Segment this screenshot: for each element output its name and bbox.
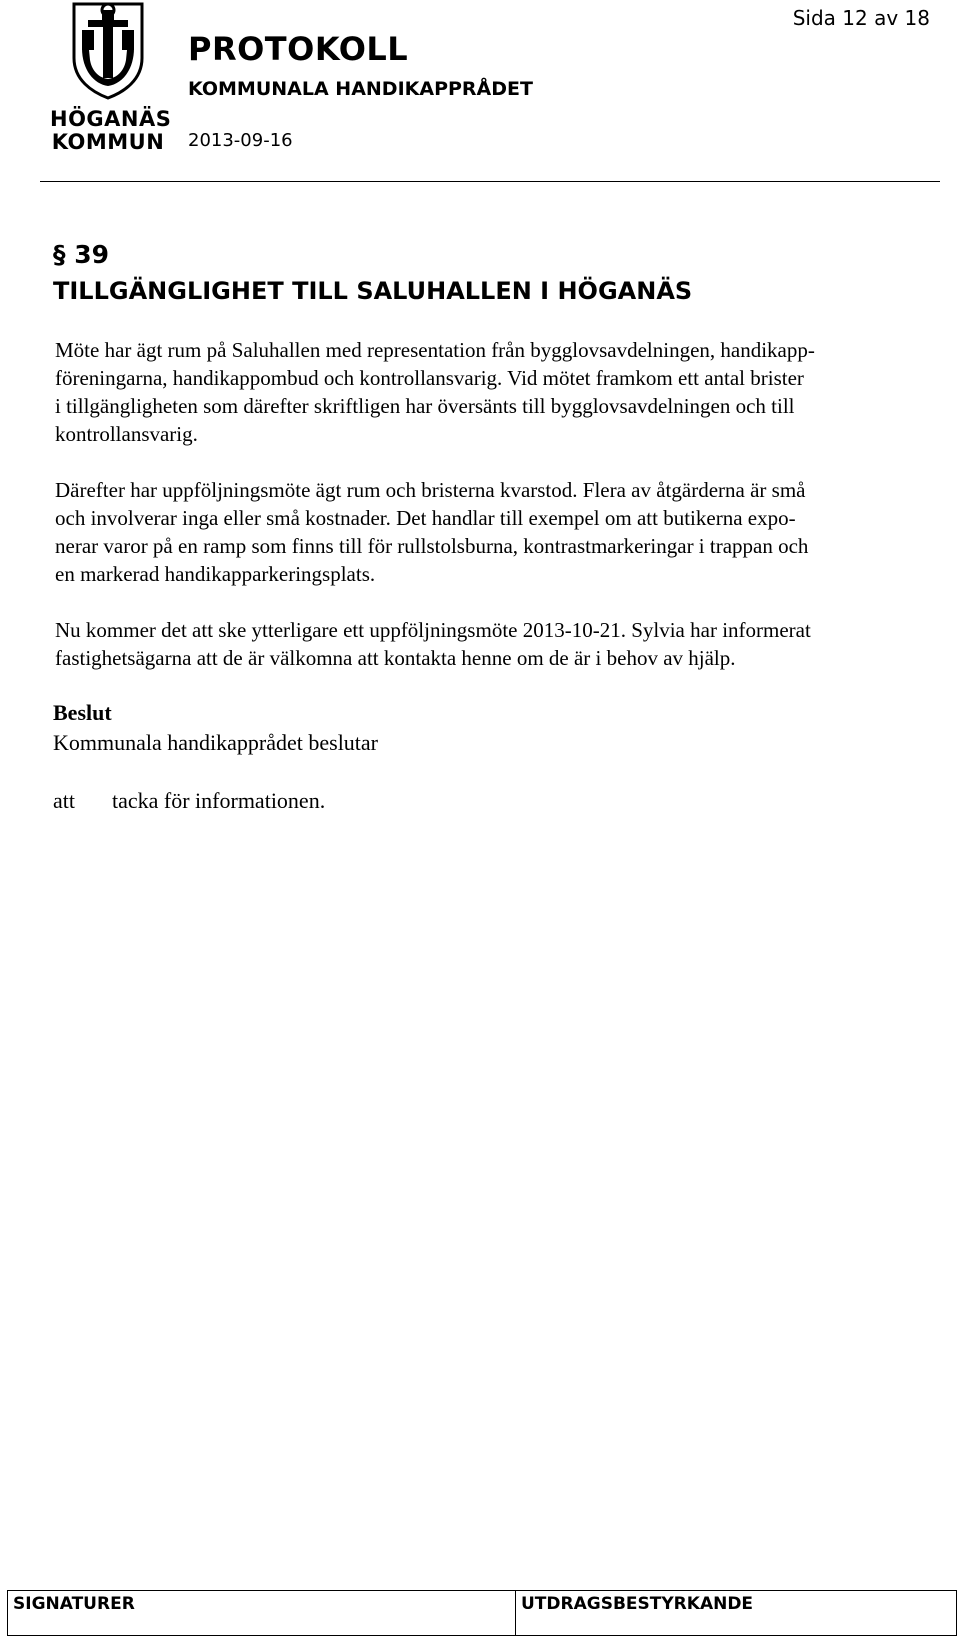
- certification-label: UTDRAGSBESTYRKANDE: [521, 1594, 754, 1614]
- paragraph-line: fastighetsägarna att de är välkomna att kontakta henne om de är i behov av hjälp.: [55, 646, 736, 670]
- paragraph-line: nerar varor på en ramp som finns till för rullstolsburna, kontrastmarkeringar i trappan och: [55, 534, 809, 558]
- decision-att: att: [53, 788, 75, 813]
- document-subtitle: KOMMUNALA HANDIKAPPRÅDET: [188, 78, 533, 100]
- paragraph-next-meeting: [55, 616, 935, 672]
- municipality-logo: [50, 0, 172, 160]
- paragraph-line: föreningarna, handikappombud och kontrollansvarig. Vid mötet framkom ett antal brister: [55, 366, 804, 390]
- page-number: Sida 12 av 18: [792, 6, 930, 30]
- anchor-crest-icon: [68, 0, 148, 100]
- section-number: § 39: [53, 240, 109, 269]
- decision-text: tacka för informationen.: [112, 788, 326, 813]
- paragraph-line: en markerad handikapparkeringsplats.: [55, 562, 376, 586]
- logo-text-hoganas: HÖGANÄS: [50, 107, 172, 131]
- paragraph-line: Därefter har uppföljningsmöte ägt rum och bristerna kvarstod. Flera av åtgärderna är små: [55, 478, 806, 502]
- meeting-date: 2013-09-16: [188, 130, 293, 151]
- paragraph-line: i tillgängligheten som därefter skriftligen har översänts till bygglovsavdelningen och till: [55, 394, 795, 418]
- header-divider: [40, 181, 940, 182]
- signature-footer: [7, 1590, 957, 1636]
- paragraph-follow-up: [55, 476, 935, 588]
- logo-text-kommun: KOMMUN: [51, 130, 165, 154]
- paragraph-line: Nu kommer det att ske ytterligare ett uppföljningsmöte 2013-10-21. Sylvia har informerat: [55, 618, 811, 642]
- decision-heading: Beslut: [53, 700, 112, 725]
- paragraph-meeting: [55, 336, 935, 448]
- paragraph-line: kontrollansvarig.: [55, 422, 198, 446]
- signatures-box: [8, 1591, 516, 1635]
- section-title: TILLGÄNGLIGHET TILL SALUHALLEN I HÖGANÄS: [53, 277, 693, 305]
- paragraph-line: Möte har ägt rum på Saluhallen med representation från bygglovsavdelningen, handikapp-: [55, 338, 815, 362]
- paragraph-line: och involverar inga eller små kostnader. Det handlar till exempel om att butikerna expo-: [55, 506, 796, 530]
- document-title: PROTOKOLL: [188, 30, 409, 68]
- certification-box: [516, 1591, 956, 1635]
- signatures-label: SIGNATURER: [13, 1594, 135, 1614]
- decision-intro: Kommunala handikapprådet beslutar: [53, 730, 379, 755]
